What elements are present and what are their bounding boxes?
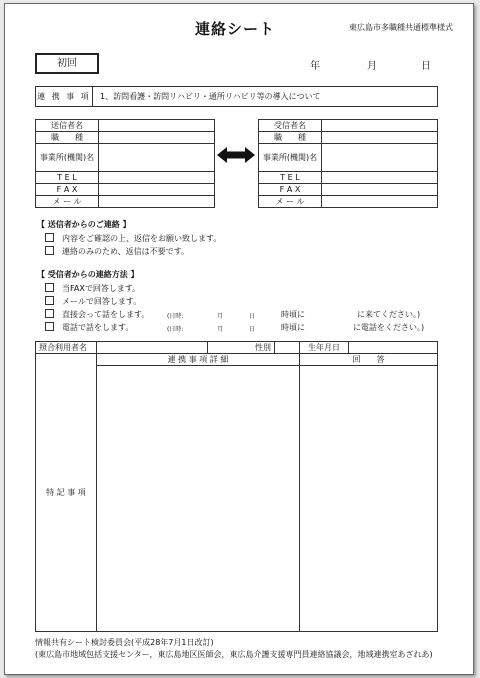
subject-value: 1、訪問看護・訪問リハビリ・通所リハビリ等の導入について [100,92,321,101]
subject-row [35,86,438,107]
first-visit-box: 初回 [35,53,99,74]
sender-option-reply: 内容をご確認の上、返信をお願い致します。 [45,233,221,244]
receiver-name-label: 受信者名 [259,120,322,132]
phone-time-label: 時頃に [281,323,305,332]
footer-committee: 情報共有シート検討委員会(平成28年7月1日改訂) [35,638,214,647]
receiver-section-heading: 【 受信者からの連絡方法 】 [37,270,139,279]
gender-label: 性別 [208,342,275,354]
sender-mail-field[interactable] [99,196,215,208]
receiver-tel-label: T E L [259,172,322,184]
sender-fax-label: F A X [36,184,99,196]
receiver-job-field[interactable] [322,132,438,144]
meet-month-label: 月 [217,313,224,320]
date-month: 月 [367,61,377,72]
receiver-name-field[interactable] [322,120,438,132]
receiver-option-fax: 当FAXで回答します。 [45,283,140,294]
sender-fax-field[interactable] [99,184,215,196]
checkbox[interactable] [45,246,54,255]
gender-field[interactable] [275,342,300,354]
receiver-table [258,119,438,208]
subject-label: 連 携 事 項 [36,87,93,106]
checkbox[interactable] [45,233,54,242]
receiver-mail-field[interactable] [322,196,438,208]
patient-name-label: 照合利用者名 [36,342,97,354]
sender-office-field[interactable] [99,144,215,172]
checkbox[interactable] [45,283,54,292]
patient-name-field[interactable] [97,342,208,354]
reply-header: 回 答 [300,354,438,366]
sender-table [35,119,215,208]
receiver-tel-field[interactable] [322,172,438,184]
receiver-office-label: 事業所(機関)名 [259,144,322,172]
sender-mail-label: メ ー ル [36,196,99,208]
sender-tel-field[interactable] [99,172,215,184]
sender-name-label: 送信者名 [36,120,99,132]
birthdate-label: 生年月日 [300,342,349,354]
details-field[interactable] [97,366,300,632]
page-title: 連絡シート [195,20,276,38]
meet-suffix: に来てください。) [357,310,421,319]
sender-option-no-reply: 連絡のみのため、返信は不要です。 [45,246,189,257]
sender-job-field[interactable] [99,132,215,144]
checkbox[interactable] [45,322,54,331]
checkbox[interactable] [45,309,54,318]
double-arrow-icon [217,147,255,163]
meet-day-label: 日 [249,313,256,320]
receiver-option-meet: 直接会って話をします。 [45,309,149,320]
receiver-fax-field[interactable] [322,184,438,196]
date-day: 日 [421,61,431,72]
receiver-option-phone: 電話で話をします。 [45,322,133,333]
details-header: 連 携 事 項 詳 細 [97,354,300,366]
receiver-office-field[interactable] [322,144,438,172]
footer-organizations: (東広島市地域包括支援センター，東広島地区医師会，東広島介護支援専門員連絡協議会，地域連携室あざれあ) [35,650,433,659]
phone-datetime-label: (日時: [167,326,184,333]
phone-day-label: 日 [249,326,256,333]
reply-field[interactable] [300,366,438,632]
checkbox[interactable] [45,296,54,305]
contact-sheet [4,3,474,675]
phone-suffix: に電話をください。) [353,323,425,332]
notes-label: 特 記 事 項 [36,354,97,632]
meet-datetime-label: (日時: [167,313,184,320]
sender-office-label: 事業所(機関)名 [36,144,99,172]
birthdate-field[interactable] [349,342,438,354]
receiver-fax-label: F A X [259,184,322,196]
sender-job-label: 職 種 [36,132,99,144]
receiver-mail-label: メ ー ル [259,196,322,208]
receiver-option-mail: メールで回答します。 [45,296,141,307]
date-year: 年 [310,61,320,72]
receiver-job-label: 職 種 [259,132,322,144]
sender-name-field[interactable] [99,120,215,132]
details-table [35,341,438,632]
standard-format-label: 東広島市多職種共通標準様式 [349,23,453,32]
sender-tel-label: T E L [36,172,99,184]
meet-time-label: 時頃に [281,310,305,319]
phone-month-label: 月 [217,326,224,333]
sender-section-heading: 【 送信者からのご連絡 】 [37,220,131,229]
